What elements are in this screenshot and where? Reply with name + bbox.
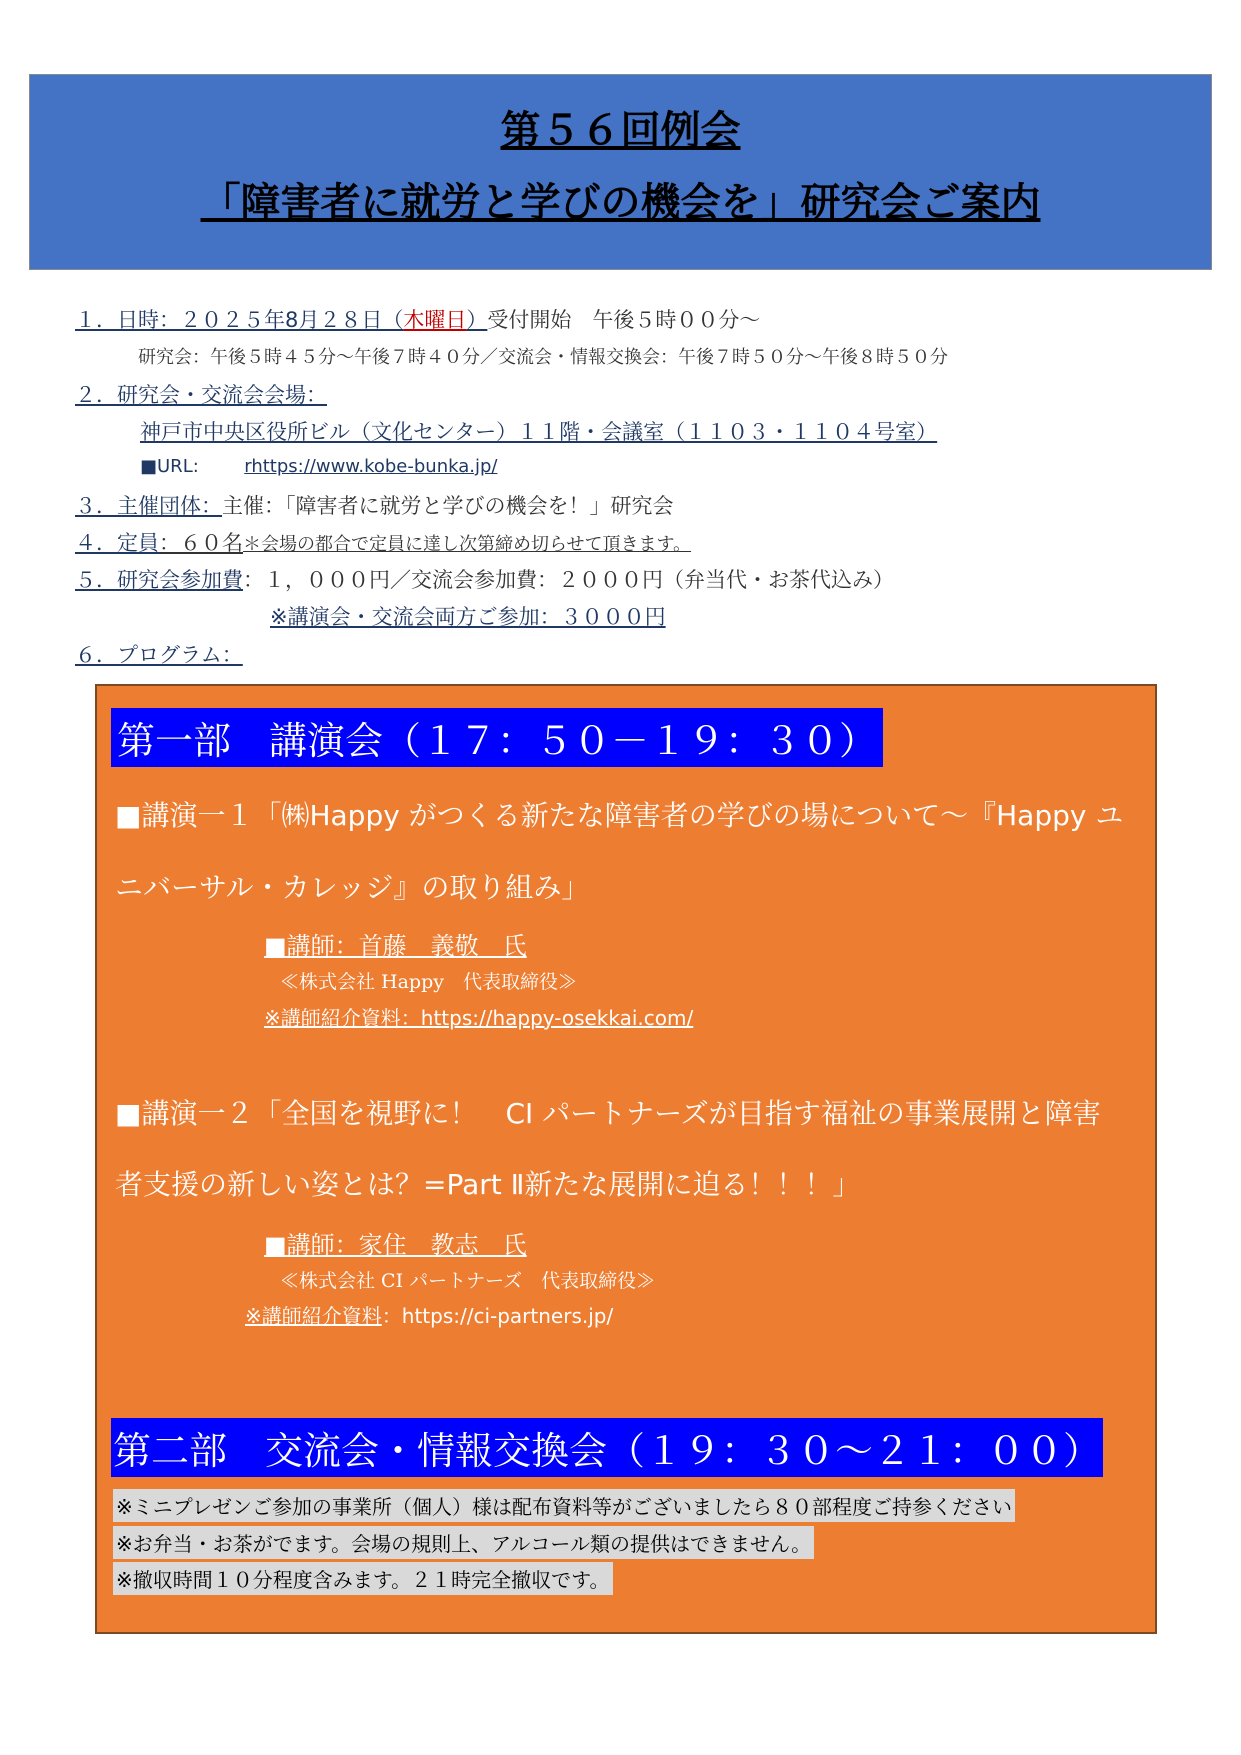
lecture1-ref-label: ※講師紹介資料： — [264, 1006, 421, 1030]
item1-detail: 研究会：午後５時４５分～午後７時４０分／交流会・情報交換会：午後７時５０分～午後８時５０分 — [138, 347, 948, 368]
info-item-venue — [75, 379, 327, 409]
info-item-fee — [75, 564, 894, 594]
note-item: ※ミニプレゼンご参加の事業所（個人）様は配布資料等がございましたら８０部程度ご持参ください — [113, 1489, 1015, 1522]
item1-weekday: 木曜日 — [403, 308, 467, 332]
item2-url-label: ■URL: — [140, 456, 199, 477]
item2-venue: 神戸市中央区役所ビル（文化センター）１１階・会議室（１１０３・１１０４号室） — [140, 420, 938, 444]
lecture2-speaker-prefix: ■講師：家住 教志 氏 — [264, 1231, 527, 1259]
lecture1-reference — [264, 1002, 693, 1031]
lecture2-reference — [245, 1300, 613, 1329]
lecture2-title-line1: ■講演一２「全国を視野に！ CI パートナーズが目指す福祉の事業展開と障害 — [115, 1097, 1101, 1130]
item5-note: ※講演会・交流会両方ご参加：３０００円 — [270, 605, 666, 629]
item5-label: ５．研究会参加費 — [75, 568, 243, 592]
info-item-program — [75, 639, 243, 669]
title-banner — [29, 74, 1212, 270]
info-item-capacity — [75, 527, 691, 557]
lecture2-affiliation: ≪株式会社 CI パートナーズ 代表取締役≫ — [280, 1270, 656, 1292]
part1-banner: 第一部 講演会（１７：５０－１９：３０） — [111, 708, 883, 767]
item4-note: ＊会場の都合で定員に達し次第締め切らせて頂きます。 — [243, 534, 692, 555]
lecture1-title-line2: ニバーサル・カレッジ』の取り組み」 — [115, 871, 590, 904]
lecture2-title-line2: 者支援の新しい姿とは？=Part Ⅱ新たな展開に迫る！！！」 — [115, 1168, 861, 1201]
lecture1-speaker: ■講師：首藤 義敬 氏 — [264, 932, 527, 960]
item2-url-row — [140, 456, 497, 477]
note-item: ※お弁当・お茶がでます。会場の規則上、アルコール類の提供はできません。 — [113, 1526, 814, 1559]
lecture2-ref-label: ※講師紹介資料 — [245, 1304, 382, 1328]
item3-value: 主催：「障害者に就労と学びの機会を！」研究会 — [222, 494, 674, 518]
lecture2-speaker — [264, 1225, 527, 1260]
part2-banner: 第二部 交流会・情報交換会（１９：３０～２１：００） — [111, 1418, 1103, 1477]
title-line-1: 第５６回例会 — [500, 108, 741, 154]
venue-url-link[interactable]: rhttps://www.kobe-bunka.jp/ — [244, 456, 498, 477]
lecture1-affiliation: ≪株式会社 Happy 代表取締役≫ — [280, 971, 577, 993]
program-box — [95, 684, 1157, 1634]
item3-label: ３．主催団体： — [75, 494, 222, 518]
item6-label: ６．プログラム： — [75, 643, 243, 667]
lecture2-ref-link[interactable]: ：https://ci-partners.jp/ — [381, 1304, 614, 1328]
item4-label: ４．定員 — [75, 531, 159, 555]
item1-reception: 受付開始 午後５時００分～ — [487, 308, 761, 332]
note-item: ※撤収時間１０分程度含みます。２１時完全撤収です。 — [113, 1562, 613, 1595]
lecture1-ref-link[interactable]: https://happy-osekkai.com/ — [420, 1006, 694, 1030]
info-item-organizer — [75, 490, 674, 520]
info-item-datetime — [75, 304, 760, 334]
item2-label: ２．研究会・交流会会場： — [75, 383, 327, 407]
lecture1-title-line1: ■講演一１「㈱Happy がつくる新たな障害者の学びの場について～『Happy ユ — [115, 799, 1124, 832]
item5-value: ：１，０００円／交流会参加費：２０００円（弁当代・お茶代込み） — [243, 568, 894, 592]
title-line-2: 「障害者に就労と学びの機会を」研究会ご案内 — [200, 180, 1041, 226]
item1-label: １．日時： — [75, 308, 180, 332]
item1-date: ２０２５年8月２８日（ — [180, 308, 404, 332]
item4-value: ：６０名 — [159, 531, 243, 555]
item1-close: ） — [466, 308, 488, 332]
